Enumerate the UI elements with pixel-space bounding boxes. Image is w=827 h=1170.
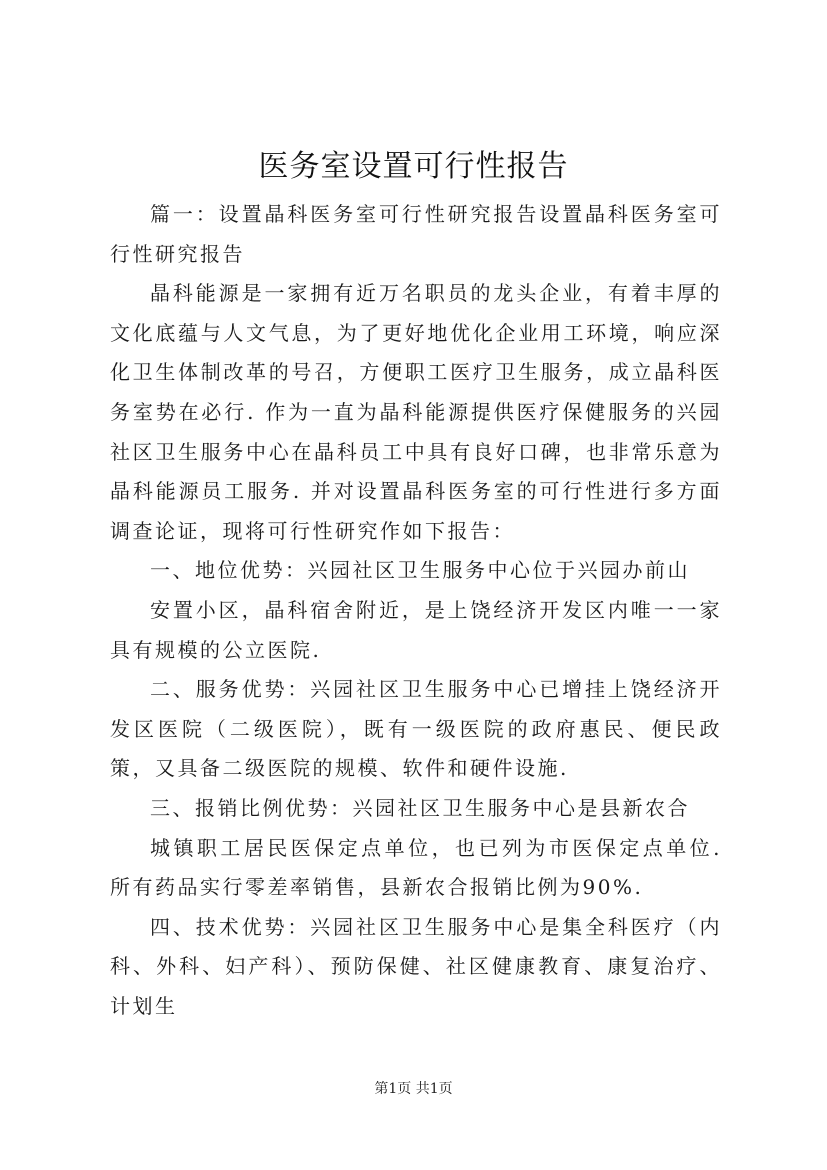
- paragraph: 晶科能源是一家拥有近万名职员的龙头企业，有着丰厚的文化底蕴与人文气息，为了更好地优化企业用工环境，响应深化卫生体制改革的号召，方便职工医疗卫生服务，成立晶科医务室势在必行. 作为一直为晶科能源提供医疗保健服务的兴园社区卫生服务中心在晶科员工中具有良好口碑，也非常乐意为晶科能源员工服务. 并对设置晶科医务室的可行性进行多方面调查论证，现将可行性研究作如下报告：: [110, 281, 722, 543]
- paragraph: 一、地位优势：兴园社区卫生服务中心位于兴园办前山: [150, 558, 690, 583]
- paragraph: 三、报销比例优势：兴园社区卫生服务中心是县新农合: [150, 795, 690, 820]
- document-body: [110, 195, 722, 1026]
- page-footer: 第1页 共1页: [374, 1081, 453, 1097]
- paragraph: 二、服务优势：兴园社区卫生服务中心已增挂上饶经济开发区医院（二级医院），既有一级医院的政府惠民、便民政策，又具备二级医院的规模、软件和硬件设施.: [110, 677, 722, 781]
- paragraph: 四、技术优势：兴园社区卫生服务中心是集全科医疗（内科、外科、妇产科）、预防保健、社区健康教育、康复治疗、计划生: [110, 914, 722, 1018]
- paragraph: 城镇职工居民医保定点单位，也已列为市医保定点单位. 所有药品实行零差率销售，县新农合报销比例为90%.: [110, 835, 722, 900]
- document-title: 医务室设置可行性报告: [258, 149, 569, 184]
- paragraph: 篇一：设置晶科医务室可行性研究报告设置晶科医务室可行性研究报告: [110, 202, 722, 266]
- paragraph: 安置小区，晶科宿舍附近，是上饶经济开发区内唯一一家具有规模的公立医院.: [110, 597, 722, 662]
